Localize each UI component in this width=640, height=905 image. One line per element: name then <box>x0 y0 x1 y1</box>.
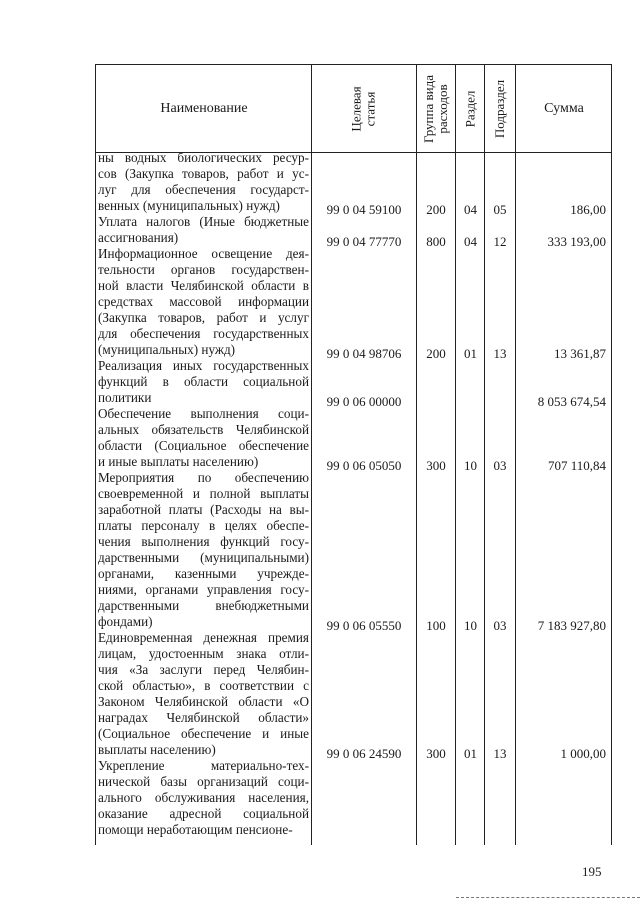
column-divider <box>484 64 485 845</box>
row-name-line: и иные выплаты населению) <box>98 454 259 469</box>
row-section: 01 <box>464 746 477 761</box>
row-section: 04 <box>464 202 477 217</box>
table-border-left <box>95 64 96 845</box>
header-group: Группа вида расходов <box>421 74 451 143</box>
row-name-line: чения выполнения функций госу- <box>98 534 309 549</box>
row-name-line: наградах Челябинской области» <box>98 710 309 725</box>
row-group: 100 <box>426 618 446 633</box>
row-name-line: Единовременная денежная премия <box>98 630 309 645</box>
row-group: 200 <box>426 202 446 217</box>
row-name <box>98 630 309 758</box>
row-section: 10 <box>464 458 477 473</box>
row-name-line: Уплата налогов (Иные бюджетные <box>98 214 309 229</box>
row-name-line: политики <box>98 390 152 405</box>
row-name <box>98 470 309 630</box>
row-section: 04 <box>464 234 477 249</box>
row-name-line: Информационное освещение дея- <box>98 246 309 261</box>
row-name-line: тельности органов государствен- <box>98 262 309 277</box>
row-name-line: заработной платы (Расходы на вы- <box>98 502 309 517</box>
row-name-line: ны водных биологических ресур- <box>98 150 309 165</box>
row-name <box>98 214 309 246</box>
row-name-line: луг для обеспечения государст- <box>98 182 309 197</box>
row-name-line: помощи неработающим пенсионе- <box>98 822 293 837</box>
row-name-line: ной власти Челябинской области в <box>98 278 309 293</box>
row-sum: 333 193,00 <box>547 234 606 249</box>
row-name-line: (муниципальных) нужд) <box>98 342 236 357</box>
row-name-line: функций в области социальной <box>98 374 309 389</box>
row-name-line: средствах массовой информации <box>98 294 309 309</box>
row-name <box>98 246 309 358</box>
row-sum: 1 000,00 <box>560 746 606 761</box>
row-code: 99 0 04 98706 <box>326 346 402 361</box>
page-number: 195 <box>582 864 602 879</box>
row-subsection: 12 <box>493 234 507 249</box>
row-name-line: ального обслуживания населения, <box>98 790 309 805</box>
row-name-line: венных (муниципальных) нужд) <box>98 198 280 213</box>
row-code: 99 0 06 00000 <box>326 394 402 409</box>
row-section: 10 <box>464 618 477 633</box>
row-section: 01 <box>464 346 477 361</box>
row-group: 200 <box>426 346 446 361</box>
row-name-line: своевременной и полной выплаты <box>98 486 309 501</box>
row-sum: 7 183 927,80 <box>537 618 606 633</box>
bottom-rule <box>456 897 640 899</box>
row-subsection: 03 <box>493 618 507 633</box>
row-name-line: ассигнования) <box>98 230 179 245</box>
row-name-line: области (Социальное обеспечение <box>98 438 309 453</box>
row-name <box>98 358 309 406</box>
row-name-line: Реализация иных государственных <box>98 358 309 373</box>
row-name-line: (Социальное обеспечение и иные <box>98 726 309 741</box>
header-code: Целевая статья <box>348 85 378 132</box>
row-name-line: (Закупка товаров, работ и услуг <box>98 310 309 325</box>
row-name-line: Обеспечение выполнения соци- <box>98 406 309 421</box>
names-column <box>98 150 309 838</box>
row-sum: 707 110,84 <box>547 458 606 473</box>
row-name-line: ской областью», в соответствии с <box>98 678 309 693</box>
row-code: 99 0 06 05050 <box>326 458 402 473</box>
column-divider <box>455 64 456 845</box>
row-sum: 8 053 674,54 <box>537 394 606 409</box>
row-name-line: оказание адресной социальной <box>98 806 309 821</box>
row-name <box>98 406 309 470</box>
row-name-line: Мероприятия по обеспечению <box>98 470 309 485</box>
row-group: 300 <box>426 746 446 761</box>
row-name-line: ниями, органами управления госу- <box>98 582 309 597</box>
table-border-right <box>611 64 612 845</box>
row-name <box>98 150 309 214</box>
row-name-line: органами, казенными учрежде- <box>98 566 309 581</box>
row-sum: 13 361,87 <box>554 346 606 361</box>
row-sum: 186,00 <box>570 202 606 217</box>
row-name-line: фондами) <box>98 614 153 629</box>
row-subsection: 03 <box>493 458 507 473</box>
row-code: 99 0 06 05550 <box>326 618 402 633</box>
row-code: 99 0 04 77770 <box>326 234 402 249</box>
header-sum: Сумма <box>544 100 584 116</box>
row-subsection: 05 <box>493 202 507 217</box>
row-subsection: 13 <box>493 746 507 761</box>
row-name-line: дарственными внебюджетными <box>98 598 309 613</box>
row-name-line: лицам, удостоенным знака отли- <box>98 646 309 661</box>
row-name-line: альных обязательств Челябинской <box>98 422 309 437</box>
row-name-line: сов (Закупка товаров, работ и ус- <box>98 166 309 181</box>
row-name-line: выплаты населению) <box>98 742 216 757</box>
row-name-line: Укрепление материально-тех- <box>98 758 309 773</box>
column-divider <box>311 64 312 845</box>
header-subsection: Подраздел <box>492 79 508 138</box>
row-group: 300 <box>426 458 446 473</box>
header-section: Раздел <box>462 90 477 127</box>
row-code: 99 0 04 59100 <box>326 202 402 217</box>
header-name: Наименование <box>160 100 248 116</box>
column-divider <box>416 64 417 845</box>
row-name-line: чия «За заслуги перед Челябин- <box>98 662 309 677</box>
row-code: 99 0 06 24590 <box>326 746 402 761</box>
column-divider <box>515 64 516 845</box>
row-name <box>98 758 309 838</box>
row-name-line: Законом Челябинской области «О <box>98 694 309 709</box>
row-group: 800 <box>426 234 446 249</box>
row-name-line: для обеспечения государственных <box>98 326 309 341</box>
row-subsection: 13 <box>493 346 507 361</box>
row-name-line: платы персоналу в целях обеспе- <box>98 518 309 533</box>
row-name-line: дарственными (муниципальными) <box>98 550 309 565</box>
row-name-line: нической базы организаций соци- <box>98 774 309 789</box>
